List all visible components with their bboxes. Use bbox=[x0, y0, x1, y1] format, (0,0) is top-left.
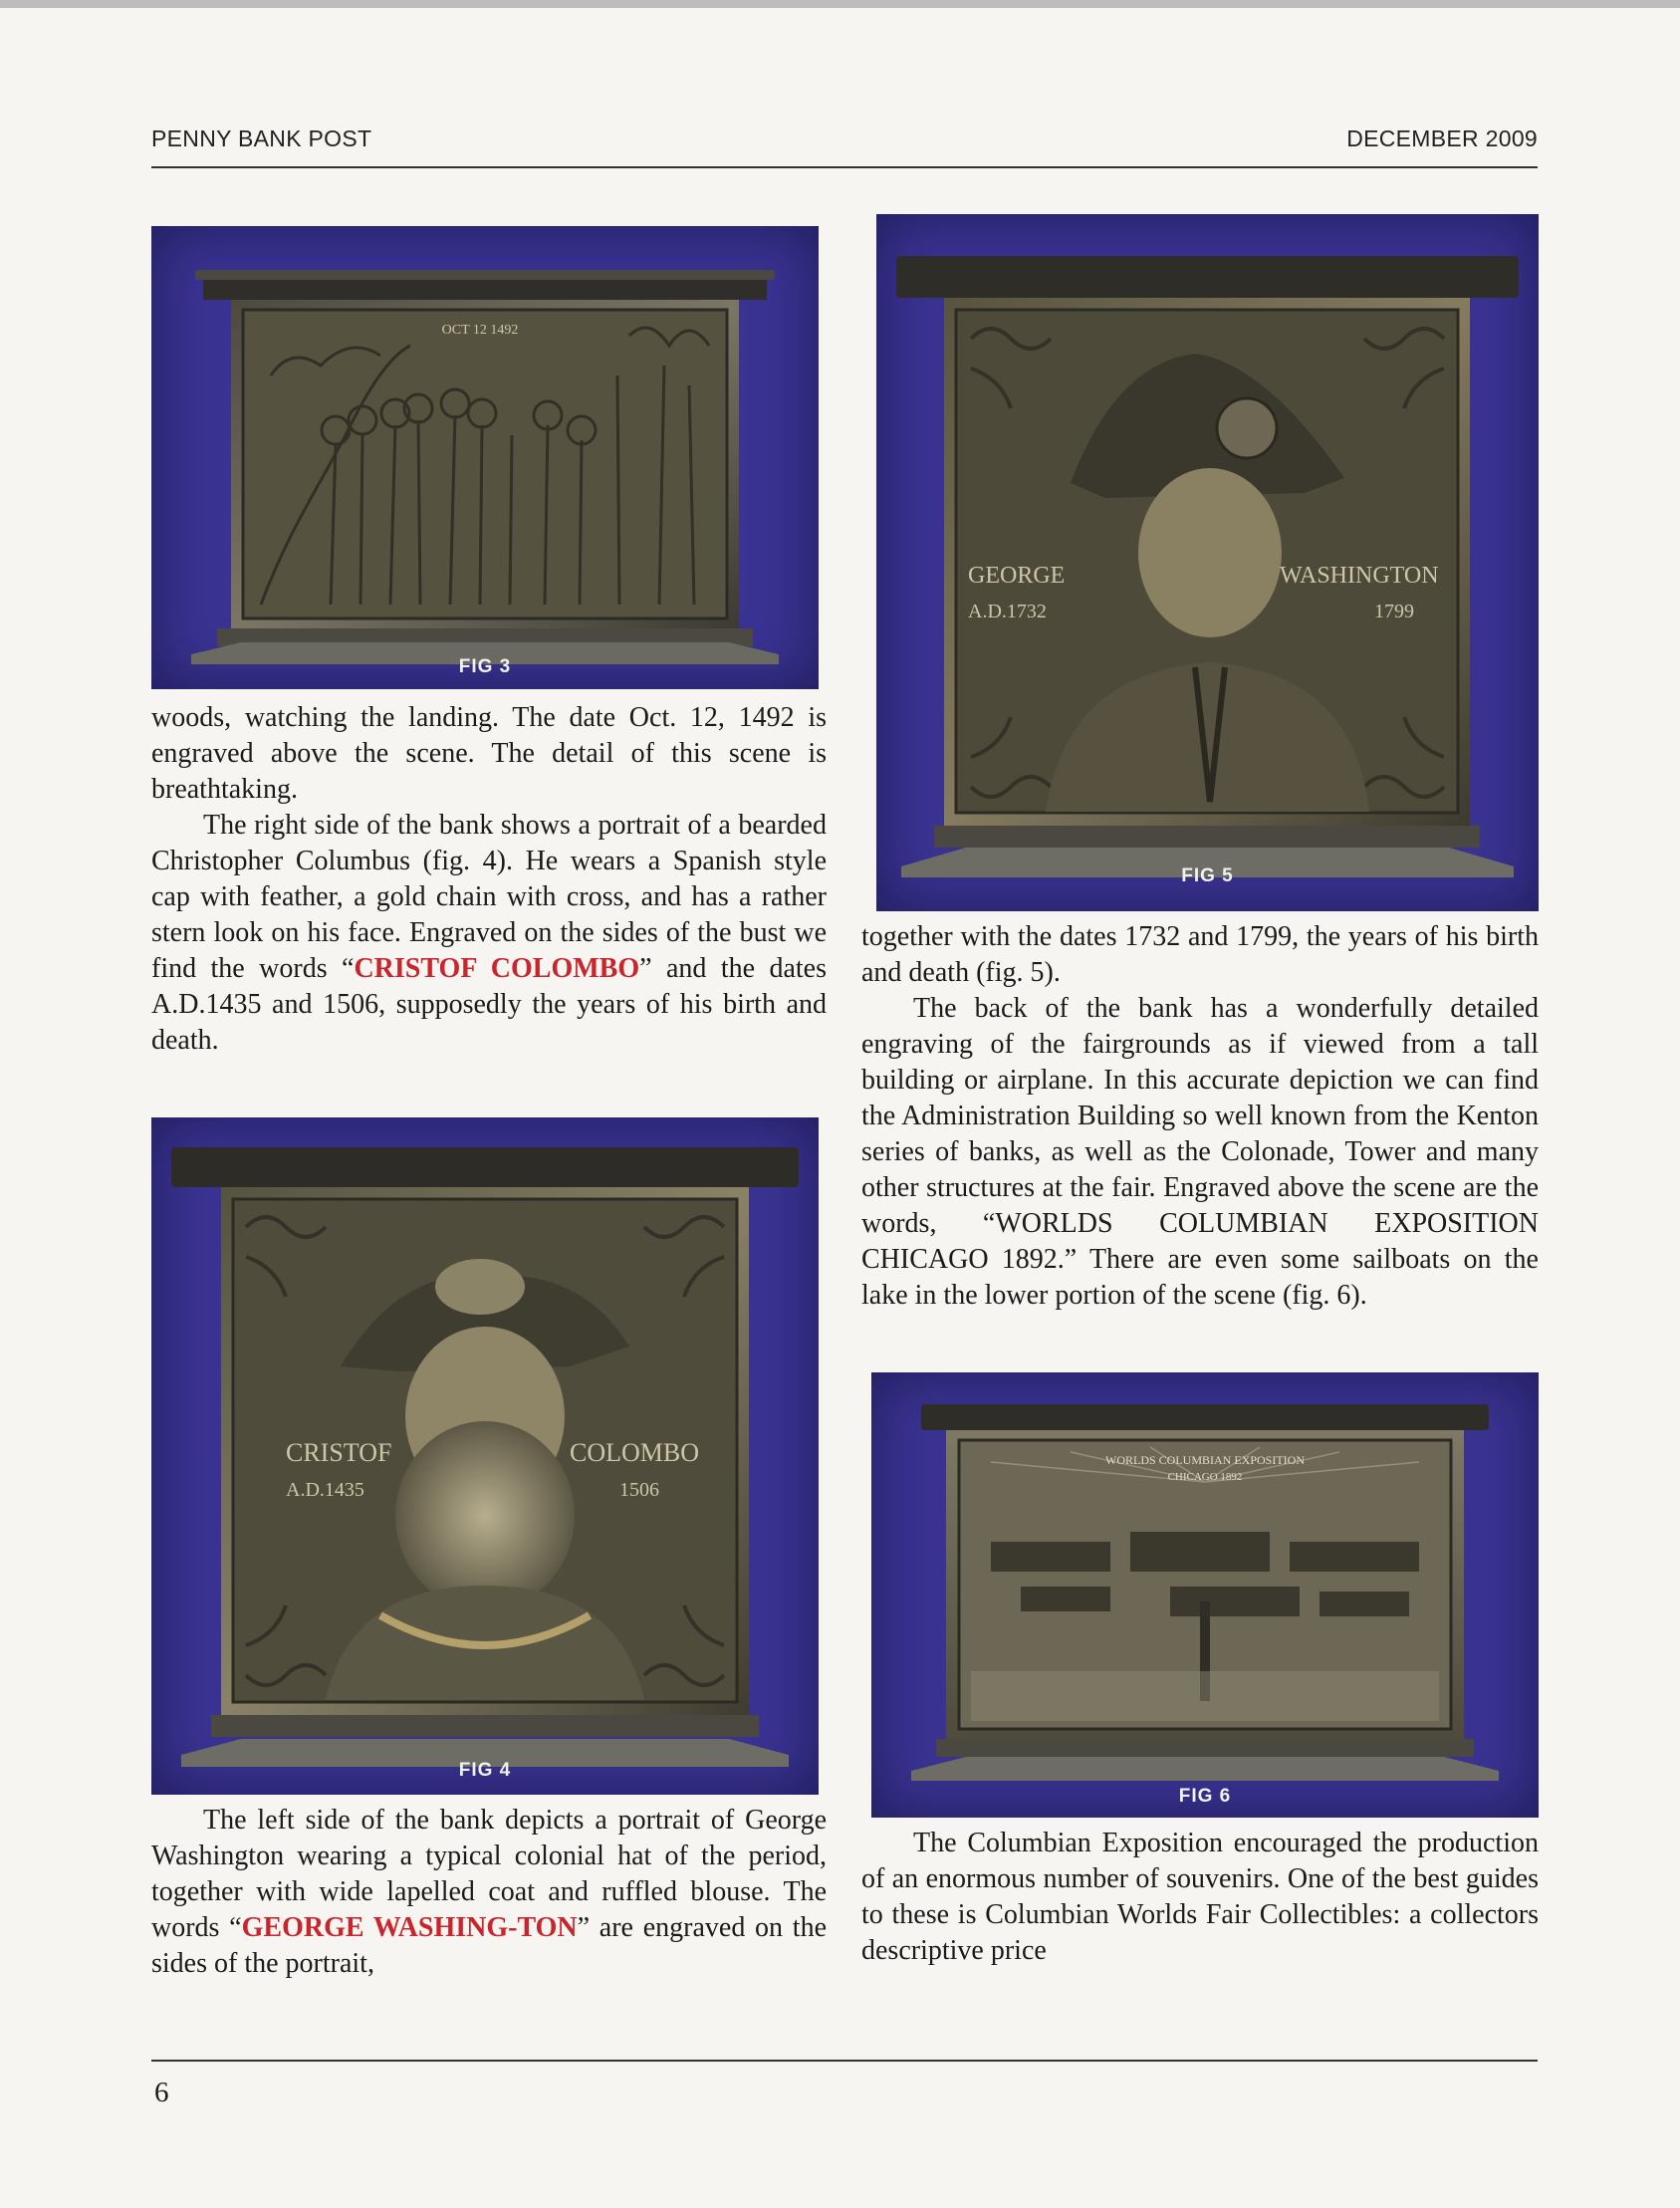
paragraph-landing: woods, watching the landing. The date Oct. 12, 1492 is engraved above the scene. The detail of this scene is breathtaking. bbox=[151, 702, 827, 805]
engraved-right-date: 1799 bbox=[1374, 601, 1414, 622]
bank-back-fairgrounds-image bbox=[871, 1372, 1539, 1818]
figure-6 bbox=[871, 1372, 1539, 1818]
engraved-left-date: A.D.1435 bbox=[286, 1479, 364, 1501]
right-column-text-top bbox=[861, 919, 1539, 1314]
engraved-date-text: OCT 12 1492 bbox=[441, 323, 519, 338]
text-span: ” and the dates A.D.1435 and 1506, supposedly the years of his birth and death. bbox=[151, 953, 827, 1056]
text-span: The right side of the bank shows a portrait of a bearded Christopher Columbus (fig. 4). He wears a Spanish style cap with feather, a gold chain with cross, and has a rather stern look on his face. Engraved on the sides of the bust we find the words “ bbox=[151, 810, 827, 984]
paragraph-washington-dates: together with the dates 1732 and 1799, the years of his birth and death (fig. 5). bbox=[861, 921, 1539, 988]
bank-front-landing-scene-image bbox=[151, 226, 819, 689]
highlight-george-washington: GEORGE WASHING-TON bbox=[241, 1912, 578, 1943]
paragraph-washington-portrait bbox=[151, 1803, 827, 1982]
engraved-right-name: COLOMBO bbox=[570, 1438, 700, 1467]
figure-4 bbox=[151, 1117, 819, 1795]
bank-side-columbus-portrait-image bbox=[151, 1117, 819, 1795]
paragraph-souvenirs: The Columbian Exposition encouraged the production of an enormous number of souvenirs. One of the best guides to these is Columbian Worlds Fair Collectibles: a collectors descriptive price bbox=[861, 1828, 1539, 1966]
paragraph-fairgrounds: The back of the bank has a wonderfully detailed engraving of the fairgrounds as if viewed from a tall building or airplane. In this accurate depiction we can find the Administration Building so well known from the Kenton series of banks, as well as the Colonade, Tower and many other structures at the fair. Engraved above the scene are the words, “WORLDS COLUMBIAN EXPOSITION CHICAGO 1892.” There are even some sailboats on the lake in the lower portion of the scene (fig. 6). bbox=[861, 993, 1539, 1311]
figure-5-caption: FIG 5 bbox=[1181, 865, 1234, 886]
page-number: 6 bbox=[154, 2077, 169, 2108]
left-column-text-bottom bbox=[151, 1803, 827, 1982]
text-span: The left side of the bank depicts a portrait of George Washington wearing a typical colonial hat of the period, together with wide lapelled coat and ruffled blouse. The words “ bbox=[151, 1805, 827, 1943]
highlight-cristof-colombo: CRISTOF COLOMBO bbox=[354, 953, 640, 984]
paragraph-columbus-portrait bbox=[151, 808, 827, 1059]
engraved-exposition-city: CHICAGO 1892 bbox=[1167, 1471, 1243, 1483]
top-strip bbox=[0, 0, 1680, 8]
figure-5 bbox=[876, 214, 1539, 911]
publication-title: PENNY BANK POST bbox=[151, 125, 372, 151]
header-rule bbox=[151, 166, 1538, 168]
right-column-text-bottom bbox=[861, 1826, 1539, 1969]
figure-4-caption: FIG 4 bbox=[458, 1760, 512, 1781]
engraved-right-name: WASHINGTON bbox=[1280, 563, 1439, 589]
engraved-right-date: 1506 bbox=[619, 1479, 659, 1501]
footer-rule bbox=[151, 2060, 1538, 2062]
engraved-left-name: GEORGE bbox=[968, 563, 1066, 589]
figure-6-caption: FIG 6 bbox=[1178, 1786, 1232, 1807]
figure-3 bbox=[151, 226, 819, 689]
engraved-left-name: CRISTOF bbox=[286, 1438, 392, 1467]
left-column-text-top bbox=[151, 700, 827, 1059]
bank-side-washington-portrait-image bbox=[876, 214, 1539, 911]
text-span: ” are engraved on the sides of the portrait, bbox=[151, 1912, 828, 1979]
engraved-left-date: A.D.1732 bbox=[968, 601, 1047, 622]
issue-date: DECEMBER 2009 bbox=[1346, 125, 1538, 151]
figure-3-caption: FIG 3 bbox=[458, 656, 512, 677]
engraved-exposition-title: WORLDS COLUMBIAN EXPOSITION bbox=[1105, 1453, 1305, 1467]
